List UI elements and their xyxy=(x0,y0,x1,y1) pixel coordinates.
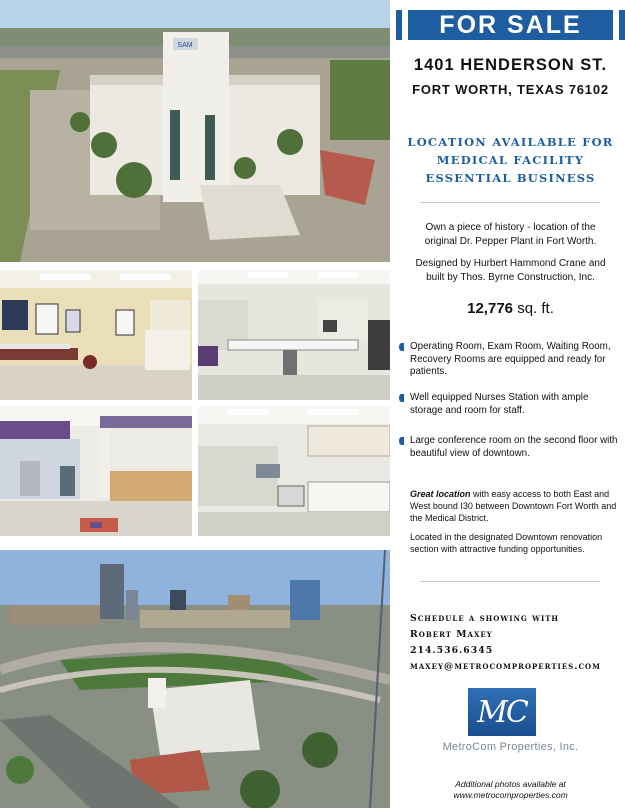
feature-item: Large conference room on the second floor with beautiful view of downtown. xyxy=(396,435,625,460)
metrocom-logo xyxy=(468,688,536,736)
info-panel xyxy=(396,0,625,808)
square-footage xyxy=(396,300,625,317)
bullet-icon xyxy=(399,437,404,445)
footer-line-1: Additional photos available at xyxy=(455,779,566,789)
nurses-station-photo xyxy=(0,406,192,536)
bullet-icon xyxy=(399,394,404,402)
headline xyxy=(396,133,625,187)
for-sale-text: FOR SALE xyxy=(439,10,582,39)
contact-phone[interactable]: 214.536.6345 xyxy=(410,645,494,656)
location-body: with easy access to both East and West bound I30 between Downtown Fort Worth and the Medical District. xyxy=(410,489,617,523)
exam-room-photo xyxy=(0,270,192,400)
history-line-1: Own a piece of history - location of the xyxy=(425,222,596,233)
square-footage-value: 12,776 xyxy=(467,300,514,317)
contact-name: Robert Maxey xyxy=(410,629,493,640)
design-line-2: built by Thos. Byrne Construction, Inc. xyxy=(426,271,595,283)
divider xyxy=(420,202,600,203)
square-footage-unit: sq. ft. xyxy=(517,300,554,317)
headline-line-2: MEDICAL FACILITY xyxy=(436,153,585,167)
design-text xyxy=(402,257,619,284)
feature-item: Well equipped Nurses Station with ample storage and room for staff. xyxy=(396,392,625,417)
headline-line-3: ESSENTIAL BUSINESS xyxy=(425,171,596,185)
divider xyxy=(420,581,600,582)
company-name: MetroCom Properties, Inc. xyxy=(442,741,579,753)
location-text xyxy=(410,488,622,524)
bullet-icon xyxy=(399,343,404,351)
street-address: 1401 HENDERSON ST. xyxy=(413,56,608,74)
contact-email[interactable]: maxey@metrocomproperties.com xyxy=(410,661,601,672)
footer xyxy=(396,779,625,801)
renovation-text: Located in the designated Downtown renovation section with attractive funding opportunities. xyxy=(410,532,603,554)
aerial-downtown-photo xyxy=(0,550,390,808)
building-exterior-photo xyxy=(0,0,390,262)
history-line-2: original Dr. Pepper Plant in Fort Worth. xyxy=(424,235,597,247)
footer-website-link[interactable]: www.metrocomproperties.com xyxy=(453,790,568,800)
building-sign-text: SAM xyxy=(177,42,193,49)
storage-room-photo xyxy=(198,406,390,536)
schedule-text: Schedule a showing with xyxy=(410,613,560,624)
logo-mark: MC xyxy=(477,694,527,730)
for-sale-banner xyxy=(396,10,625,40)
history-text xyxy=(402,221,619,248)
feature-item: Operating Room, Exam Room, Waiting Room, Recovery Rooms are equipped and ready for patients. xyxy=(396,341,625,379)
location-lead: Great location xyxy=(410,489,471,499)
city-address: FORT WORTH, TEXAS 76102 xyxy=(412,82,609,97)
design-line-1: Designed by Hurbert Hammond Crane and xyxy=(415,258,606,269)
operating-room-photo xyxy=(198,270,390,400)
headline-line-1: LOCATION AVAILABLE FOR xyxy=(407,135,614,149)
contact-block xyxy=(410,611,622,675)
